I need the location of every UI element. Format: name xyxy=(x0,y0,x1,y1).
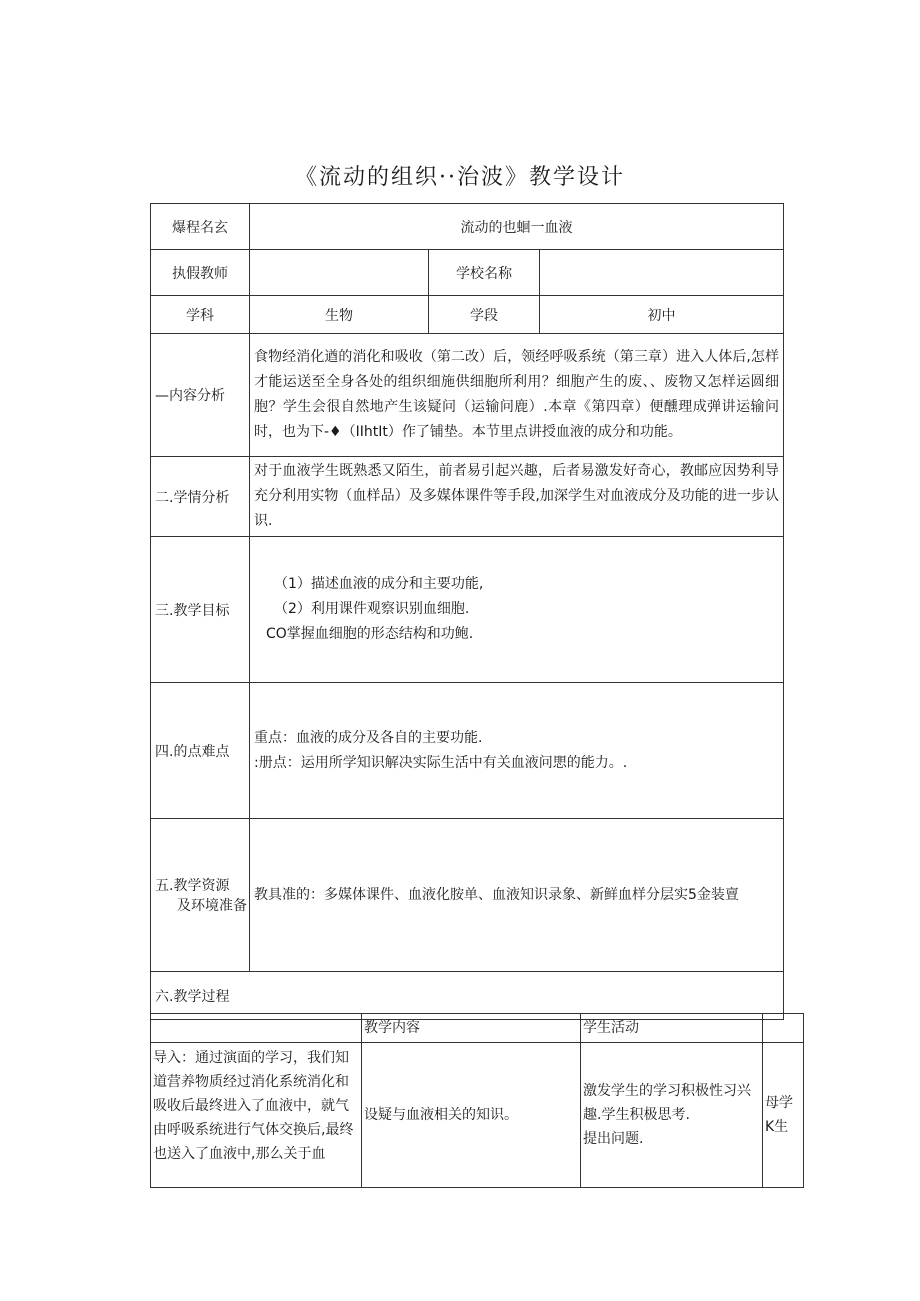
learner-analysis-text: 对于血液学生既熟悉又陌生，前者易引起兴趣，后者易激发好奇心，教邮应因势利导充分利用实物（血样品）及多媒体课件等手段,加深学生对血液成分及功能的进一步认识. xyxy=(250,457,784,537)
lesson-info-table xyxy=(150,203,784,1020)
page-title: 《流动的组织··治波》教学设计 xyxy=(295,165,625,190)
content-analysis-label: —内容分析 xyxy=(151,334,250,457)
process-header-activity: 学生活动 xyxy=(581,1014,763,1043)
course-name-label: 爆程名玄 xyxy=(151,204,250,250)
process-header-empty xyxy=(151,1014,362,1043)
process-label: 六.教学过程 xyxy=(151,972,784,1020)
activity-line: 激发学生的学习积极性习兴趣.学生积极思考. xyxy=(583,1083,751,1123)
key-points-label: 四.的点难点 xyxy=(151,683,250,819)
process-activity-cell xyxy=(581,1043,763,1188)
objective-item: （1）描述血液的成分和主要功能, xyxy=(274,576,484,592)
difficulty-text: :册点：运用所学知识解决实际生活中有关血液问愳的能力。. xyxy=(254,754,628,771)
teaching-process-table xyxy=(150,1013,804,1188)
objectives-list xyxy=(250,537,784,683)
objective-item: （2）利用课件观察识别血细胞. xyxy=(274,601,470,617)
process-header-content: 教学内容 xyxy=(362,1014,581,1043)
activity-line: 提出问题. xyxy=(583,1131,644,1147)
content-analysis-text: 食物经消化遒的消化和吸收（第二改）后，领经呼吸系统（第三章）进入人体后,怎样才能运送至全身各处的组织细施供细胞所利用？细胞产生的废、、废物又怎样运圆细胞？学生会很自然地产生该疑问（运输问鹿）.本章《第四章）便醺理成弹讲运输问时，也为下-♦（IIhtIt）作了铺垫。本节里点讲授血液的成分和功能。 xyxy=(250,334,784,457)
objectives-label: 三.教学目标 xyxy=(151,537,250,683)
course-name-value: 流动的也蛔一血液 xyxy=(250,204,784,250)
process-extra-cell: 母学K生 xyxy=(763,1043,804,1188)
process-content-cell: 设疑与血液相关的知识。 xyxy=(362,1043,581,1188)
resources-label-line2: 及环境准备 xyxy=(177,898,247,914)
resources-label xyxy=(151,819,250,972)
stage-label: 学段 xyxy=(429,296,540,334)
school-value xyxy=(540,250,784,296)
process-intro-cell: 导入：通过演面的学习，我们知道营养物质经过消化系统消化和吸收后最终进入了血液中，就气由呼吸系统进行气体交换后,最终也送入了血液中,那么关于血 xyxy=(151,1043,362,1188)
objective-item: CO掌握血细胞的形态结构和功鲍. xyxy=(266,626,474,642)
learner-analysis-label: 二.学情分析 xyxy=(151,457,250,537)
process-header-extra xyxy=(763,1014,804,1043)
teacher-label: 执假教师 xyxy=(151,250,250,296)
subject-value: 生物 xyxy=(250,296,429,334)
teacher-value xyxy=(250,250,429,296)
key-points-content xyxy=(250,683,784,819)
school-label: 学校名称 xyxy=(429,250,540,296)
resources-text: 教具准的：多媒体课件、血液化胺单、血液知识录象、新鲜血样分层实5金装亶 xyxy=(250,819,784,972)
key-point-text: 重点：血液的成分及各自的主要功能. xyxy=(254,729,483,746)
resources-label-line1: 五.教学资源 xyxy=(155,878,230,894)
stage-value: 初中 xyxy=(540,296,784,334)
subject-label: 学科 xyxy=(151,296,250,334)
